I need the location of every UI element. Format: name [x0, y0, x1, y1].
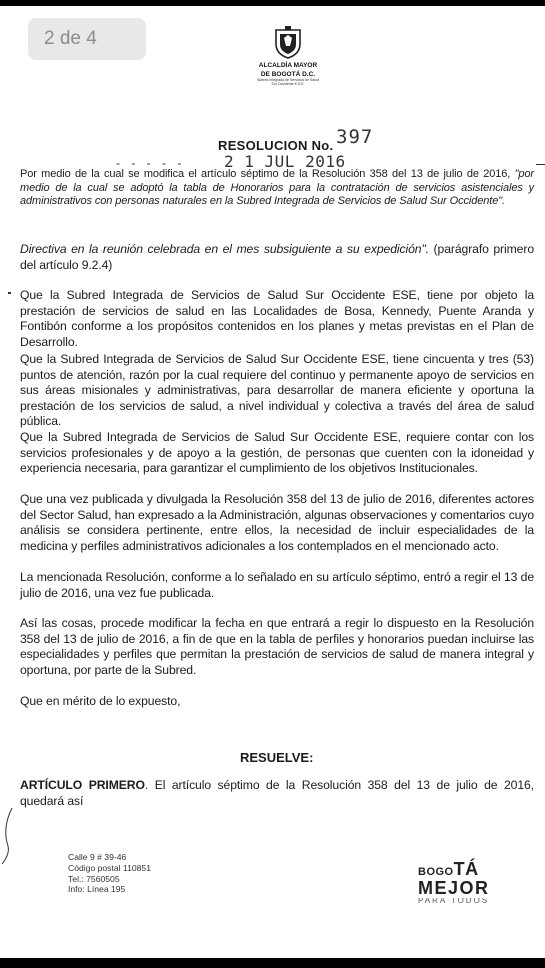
- paragraph-vigencia: La mencionada Resolución, conforme a lo señalado en su artículo séptimo, entró a regir el 13 de julio de 2016, una vez fue publicada.: [20, 570, 534, 600]
- margin-mark: [8, 292, 11, 294]
- alcaldia-logo: [254, 26, 322, 86]
- resolution-number: 397: [336, 126, 374, 148]
- paragraph-merito: Que en mérito de lo expuesto,: [20, 694, 181, 708]
- brand-top-small: BOGO: [418, 866, 454, 878]
- logo-title-line1: ALCALDÍA MAYOR: [258, 62, 318, 69]
- logo-subtitle: Subred Integrada de Servicios de Salud Sur Occidente E.S.E.: [257, 78, 319, 86]
- footer-address: [68, 852, 151, 895]
- margin-dash: [536, 164, 545, 165]
- page-indicator: 2 de 4: [28, 18, 146, 60]
- intro-paragraph: [20, 168, 534, 209]
- directiva-italic: Directiva en la reunión celebrada en el mes subsiguiente a su expedición".: [20, 242, 429, 256]
- logo-title-line2: DE BOGOTÁ D.C.: [260, 71, 316, 78]
- brand-cut-line: PARA TODOS: [418, 898, 490, 903]
- footer-address-postal: Código postal 110851: [68, 862, 151, 873]
- paragraph-objeto: Que la Subred Integrada de Servicios de Salud Sur Occidente ESE, tiene por objeto la prestación de servicios de salud en las Localidades de Bosa, Kennedy, Puente Aranda y Fontibón conforme a los propósitos contenidos en los planes y metas previstas en el Plan de Desarrollo.: [20, 288, 534, 349]
- paragraph-modificacion: Así las cosas, procede modificar la fecha en que entrará a regir lo dispuesto en la Resolución 358 del 13 de julio de 2016, a fin de que en la tabla de perfiles y honorarios puedan incluirse las especialidades y perfiles que permitan la prestación de servicios de salud de manera integral y oportuna, por parte de la Subred.: [20, 616, 534, 677]
- brand-bottom-line: MEJOR: [418, 878, 490, 898]
- articulo-text: . El artículo séptimo de la Resolución 358 del 13 de julio de 2016, quedará así: [20, 778, 534, 808]
- date-line-dashes: - - - - -: [116, 156, 186, 170]
- paragraph-puntos-atencion: Que la Subred Integrada de Servicios de Salud Sur Occidente ESE, tiene cincuenta y tres (53) puntos de atención, razón por la cual requiere del continuo y permanente apoyo de servicios en sus áreas misionales y administrativas, para desarrollar de manera eficiente y oportuna la prestación de los servicios de salud, a nivel individual y colectiva a través del área de salud pública.: [20, 352, 534, 428]
- document-page: [0, 6, 545, 958]
- footer-address-street: Calle 9 # 39-46: [68, 852, 127, 862]
- bogota-mejor-logo: [418, 859, 528, 903]
- resolution-date-stamp: 2 1 JUL 2016: [224, 152, 346, 171]
- paragraph-resolucion-358: Que una vez publicada y divulgada la Resolución 358 del 13 de julio de 2016, diferentes actores del Sector Salud, han expresado a la Administración, algunas observaciones y comentarios cuyo análisis se considera pertinente, entre ellos, la necesidad de incluir especialidades de la medicina y perfiles administrativos adicionales a los contemplados en el mencionado acto.: [20, 492, 534, 553]
- paragraph-servicios-profesionales: Que la Subred Integrada de Servicios de Salud Sur Occidente ESE, requiere contar con los servicios profesionales y de apoyo a la gestión, de personas que cuenten con la idoneidad y experiencia necesaria, para garantizar el cumplimiento de los objetivos Institucionales.: [20, 430, 534, 475]
- resuelve-heading: RESUELVE:: [240, 750, 314, 765]
- directiva-reference: (parágrafo primero del artículo 9.2.4): [20, 242, 534, 272]
- margin-curve-mark: [0, 806, 20, 866]
- brand-top-line: [418, 859, 528, 879]
- coat-of-arms-icon: [273, 26, 303, 60]
- intro-text: Por medio de la cual se modifica el artículo séptimo de la Resolución 358 del 13 de julio de 2016,: [20, 168, 515, 180]
- resolution-label: RESOLUCION No.: [218, 138, 334, 153]
- footer-address-info: Info: Línea 195: [68, 884, 126, 895]
- directiva-paragraph: [20, 242, 534, 273]
- brand-top-big: TÁ: [453, 859, 479, 879]
- articulo-primero-paragraph: [20, 778, 534, 809]
- articulo-label: ARTÍCULO PRIMERO: [20, 778, 145, 792]
- intro-quote: "por medio de la cual se adoptó la tabla de Honorarios para la contratación de servicios asistenciales y administrativos con personas naturales en la Subred Integrada de Servicios de Salud Sur Occidente".: [20, 168, 534, 208]
- footer-address-phone: Tel.: 7560505: [68, 873, 120, 884]
